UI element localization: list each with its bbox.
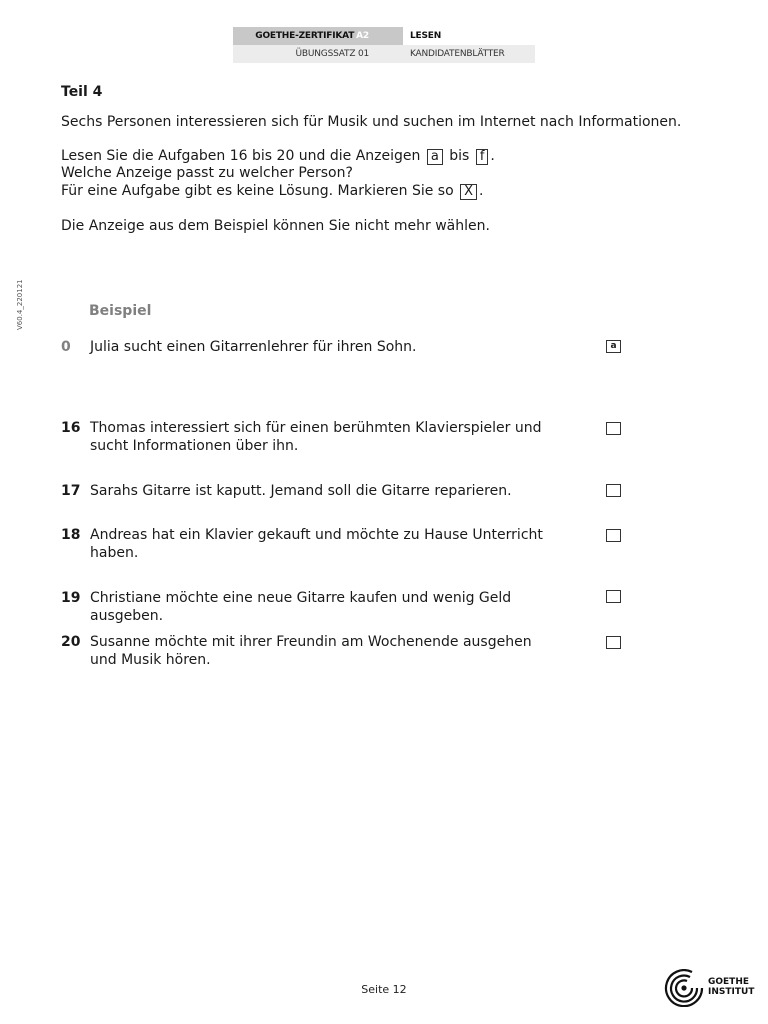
exam-header-bottom-row (233, 45, 535, 63)
task-item (61, 482, 621, 500)
answer-box-20[interactable] (606, 636, 621, 649)
task-item (61, 419, 621, 455)
header-set-cell (233, 45, 403, 63)
instruction-box-x: X (460, 184, 477, 200)
logo-text (708, 977, 754, 997)
task-text: Susanne möchte mit ihrer Freundin am Wochenende ausgehen und Musik hören. (90, 634, 532, 668)
instruction-line-3 (61, 183, 483, 200)
instruction-line-1 (61, 148, 495, 165)
header-sheet: KANDIDATENBLÄTTER (410, 49, 505, 59)
example-answer-box: a (606, 340, 621, 353)
example-text: Julia sucht einen Gitarrenlehrer für ihren Sohn. (90, 339, 417, 355)
instruction-1-mid: bis (449, 148, 470, 164)
header-level: A2 (356, 31, 369, 41)
task-text: Thomas interessiert sich für einen berühmten Klavierspieler und sucht Informationen über ihn. (90, 420, 542, 454)
answer-box-17[interactable] (606, 484, 621, 497)
answer-box-16[interactable] (606, 422, 621, 435)
header-cert-group (255, 31, 369, 41)
instruction-3-end: . (479, 183, 484, 199)
instruction-1-pre: Lesen Sie die Aufgaben 16 bis 20 und die Anzeigen (61, 148, 421, 164)
side-version-code: V60.4_220121 (16, 279, 24, 330)
task-number: 17 (61, 483, 81, 499)
example-label: Beispiel (89, 303, 152, 319)
task-number: 16 (61, 420, 81, 436)
task-item (61, 526, 621, 562)
task-text: Sarahs Gitarre ist kaputt. Jemand soll die Gitarre reparieren. (90, 483, 512, 499)
task-number: 19 (61, 590, 81, 606)
answer-box-19[interactable] (606, 590, 621, 603)
intro-text: Sechs Personen interessieren sich für Musik und suchen im Internet nach Informationen. (61, 114, 682, 130)
task-text: Andreas hat ein Klavier gekauft und möchte zu Hause Unterricht haben. (90, 527, 543, 561)
logo-line-1: GOETHE (708, 977, 750, 987)
header-cert-cell (233, 27, 403, 45)
part-title: Teil 4 (61, 84, 103, 100)
example-number: 0 (61, 339, 71, 355)
page-number: Seite 12 (361, 983, 407, 996)
task-number: 20 (61, 634, 81, 650)
answer-box-18[interactable] (606, 529, 621, 542)
header-set: ÜBUNGSSATZ 01 (295, 49, 369, 59)
task-number: 18 (61, 527, 81, 543)
task-text: Christiane möchte eine neue Gitarre kaufen und wenig Geld ausgeben. (90, 590, 512, 624)
note-text: Die Anzeige aus dem Beispiel können Sie nicht mehr wählen. (61, 218, 490, 234)
instruction-box-a: a (427, 149, 443, 165)
instruction-box-f: f (476, 149, 489, 165)
instruction-1-end: . (490, 148, 495, 164)
example-item (61, 338, 621, 356)
instruction-line-2: Welche Anzeige passt zu welcher Person? (61, 165, 353, 181)
header-cert: GOETHE-ZERTIFIKAT (255, 31, 355, 41)
exam-header-top-row (233, 27, 535, 45)
instruction-3-pre: Für eine Aufgabe gibt es keine Lösung. Markieren Sie so (61, 183, 454, 199)
logo-line-2: INSTITUT (708, 987, 755, 997)
exam-header (233, 27, 535, 63)
task-item (61, 633, 621, 669)
task-item (61, 589, 621, 624)
goethe-institut-logo (664, 969, 755, 1007)
header-section: LESEN (403, 27, 535, 45)
goethe-spiral-logo-icon (664, 969, 704, 1007)
